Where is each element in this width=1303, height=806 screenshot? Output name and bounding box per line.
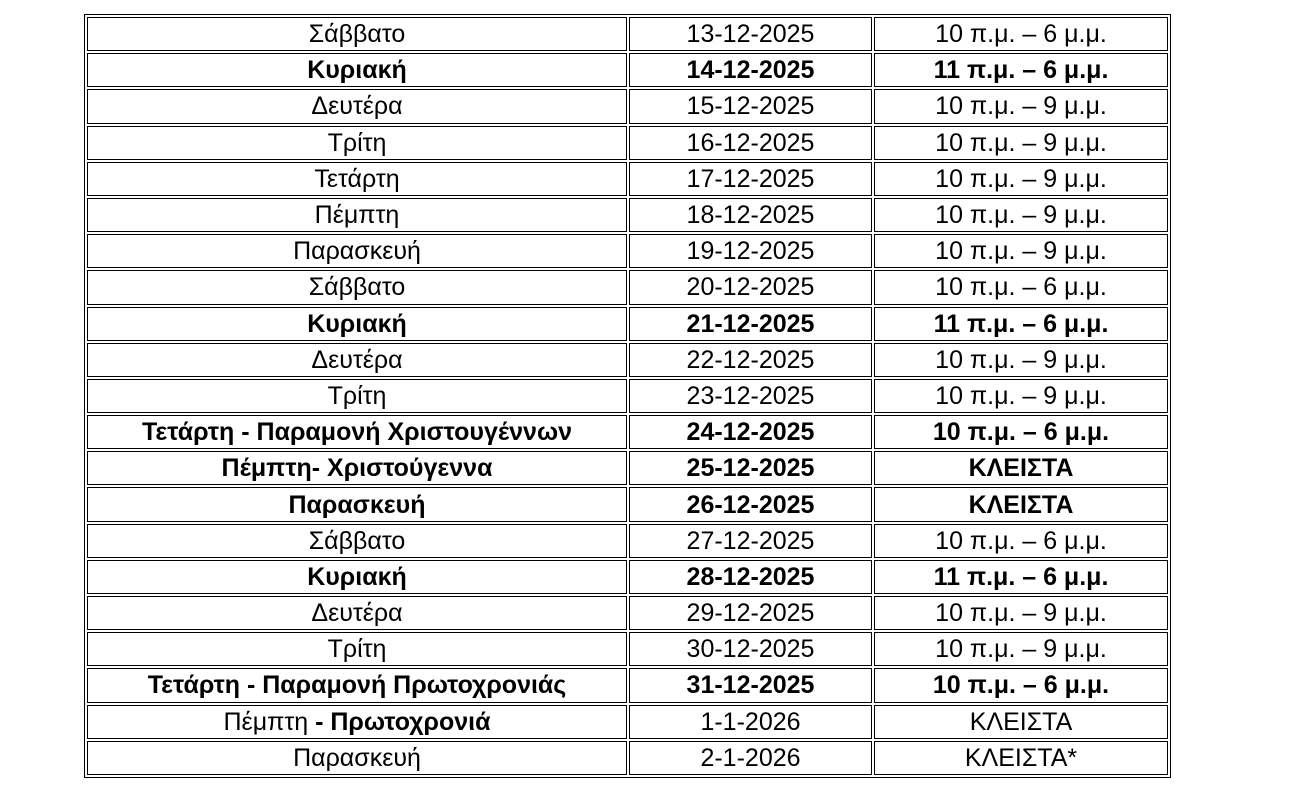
date-cell: 25-12-2025: [629, 451, 872, 485]
day-cell: [87, 379, 627, 413]
date-cell: 31-12-2025: [629, 668, 872, 702]
day-label: Τρίτη: [327, 128, 387, 157]
day-cell: [87, 524, 627, 558]
date-cell: 22-12-2025: [629, 343, 872, 377]
date-cell: 24-12-2025: [629, 415, 872, 449]
table-row: [87, 741, 1168, 775]
table-row: [87, 53, 1168, 87]
hours-cell: 11 π.μ. – 6 μ.μ.: [874, 560, 1168, 594]
day-label: Παρασκευή: [293, 237, 421, 266]
date-cell: 21-12-2025: [629, 307, 872, 341]
day-label: Πέμπτη: [223, 707, 309, 736]
hours-cell: ΚΛΕΙΣΤΑ: [874, 451, 1168, 485]
table-row: [87, 596, 1168, 630]
table-row: [87, 17, 1168, 51]
hours-cell: 10 π.μ. – 6 μ.μ.: [874, 415, 1168, 449]
hours-cell: 10 π.μ. – 9 μ.μ.: [874, 126, 1168, 160]
date-cell: 30-12-2025: [629, 632, 872, 666]
date-cell: 14-12-2025: [629, 53, 872, 87]
table-row: [87, 343, 1168, 377]
day-label: Σάββατο: [308, 526, 406, 555]
table-row: [87, 162, 1168, 196]
day-cell: [87, 198, 627, 232]
table-row: [87, 415, 1168, 449]
day-label: Τρίτη: [327, 635, 387, 664]
day-cell: [87, 126, 627, 160]
hours-cell: 10 π.μ. – 9 μ.μ.: [874, 89, 1168, 123]
hours-cell: 10 π.μ. – 9 μ.μ.: [874, 632, 1168, 666]
hours-cell: 10 π.μ. – 9 μ.μ.: [874, 198, 1168, 232]
date-cell: 1-1-2026: [629, 705, 872, 739]
hours-cell: ΚΛΕΙΣΤΑ: [874, 705, 1168, 739]
table-row: [87, 487, 1168, 521]
hours-cell: ΚΛΕΙΣΤΑ*: [874, 741, 1168, 775]
table-row: [87, 198, 1168, 232]
hours-cell: 10 π.μ. – 9 μ.μ.: [874, 343, 1168, 377]
day-label: Δευτέρα: [311, 599, 403, 628]
hours-cell: 11 π.μ. – 6 μ.μ.: [874, 307, 1168, 341]
day-label: Πέμπτη: [314, 201, 400, 230]
date-cell: 20-12-2025: [629, 270, 872, 304]
date-cell: 29-12-2025: [629, 596, 872, 630]
date-cell: 23-12-2025: [629, 379, 872, 413]
day-label: Τετάρτη - Παραμονή Χριστουγέννων: [142, 418, 572, 447]
day-cell: [87, 741, 627, 775]
date-cell: 13-12-2025: [629, 17, 872, 51]
date-cell: 27-12-2025: [629, 524, 872, 558]
day-label: Παρασκευή: [293, 743, 421, 772]
day-cell: [87, 415, 627, 449]
day-label: Κυριακή: [307, 56, 407, 85]
hours-cell: 10 π.μ. – 9 μ.μ.: [874, 596, 1168, 630]
day-cell: [87, 343, 627, 377]
table-row: [87, 126, 1168, 160]
date-cell: 15-12-2025: [629, 89, 872, 123]
day-cell: [87, 53, 627, 87]
day-cell: [87, 307, 627, 341]
day-label: Κυριακή: [307, 309, 407, 338]
table-row: [87, 379, 1168, 413]
day-label: Τετάρτη - Παραμονή Πρωτοχρονιάς: [147, 671, 567, 700]
day-label: Κυριακή: [307, 562, 407, 591]
hours-cell: ΚΛΕΙΣΤΑ: [874, 487, 1168, 521]
date-cell: 16-12-2025: [629, 126, 872, 160]
table-row: [87, 705, 1168, 739]
table-row: [87, 307, 1168, 341]
table-row: [87, 89, 1168, 123]
day-cell: [87, 451, 627, 485]
day-cell: [87, 668, 627, 702]
day-cell: [87, 270, 627, 304]
date-cell: 19-12-2025: [629, 234, 872, 268]
hours-cell: 10 π.μ. – 6 μ.μ.: [874, 524, 1168, 558]
day-label: Τρίτη: [327, 381, 387, 410]
day-label: Δευτέρα: [311, 345, 403, 374]
table-row: [87, 668, 1168, 702]
table-row: [87, 270, 1168, 304]
day-cell: [87, 632, 627, 666]
date-cell: 26-12-2025: [629, 487, 872, 521]
table-row: [87, 632, 1168, 666]
date-cell: 17-12-2025: [629, 162, 872, 196]
day-cell: [87, 234, 627, 268]
table-row: [87, 451, 1168, 485]
day-cell: [87, 162, 627, 196]
hours-cell: 11 π.μ. – 6 μ.μ.: [874, 53, 1168, 87]
hours-cell: 10 π.μ. – 6 μ.μ.: [874, 668, 1168, 702]
hours-cell: 10 π.μ. – 6 μ.μ.: [874, 270, 1168, 304]
hours-cell: 10 π.μ. – 6 μ.μ.: [874, 17, 1168, 51]
day-cell: [87, 89, 627, 123]
date-cell: 18-12-2025: [629, 198, 872, 232]
day-cell: [87, 596, 627, 630]
day-label: Δευτέρα: [311, 92, 403, 121]
opening-hours-table-body: [87, 17, 1168, 775]
day-cell: [87, 705, 627, 739]
date-cell: 28-12-2025: [629, 560, 872, 594]
date-cell: 2-1-2026: [629, 741, 872, 775]
table-row: [87, 560, 1168, 594]
hours-cell: 10 π.μ. – 9 μ.μ.: [874, 162, 1168, 196]
holiday-label: - Πρωτοχρονιά: [308, 707, 491, 736]
table-row: [87, 234, 1168, 268]
day-cell: [87, 17, 627, 51]
day-label: Σάββατο: [308, 273, 406, 302]
day-label: Τετάρτη: [314, 164, 400, 193]
day-label: Παρασκευή: [288, 490, 426, 519]
hours-cell: 10 π.μ. – 9 μ.μ.: [874, 234, 1168, 268]
day-cell: [87, 560, 627, 594]
table-row: [87, 524, 1168, 558]
day-label: Πέμπτη- Χριστούγεννα: [221, 454, 493, 483]
day-label: Σάββατο: [308, 20, 406, 49]
hours-cell: 10 π.μ. – 9 μ.μ.: [874, 379, 1168, 413]
opening-hours-table: [84, 14, 1171, 778]
day-cell: [87, 487, 627, 521]
